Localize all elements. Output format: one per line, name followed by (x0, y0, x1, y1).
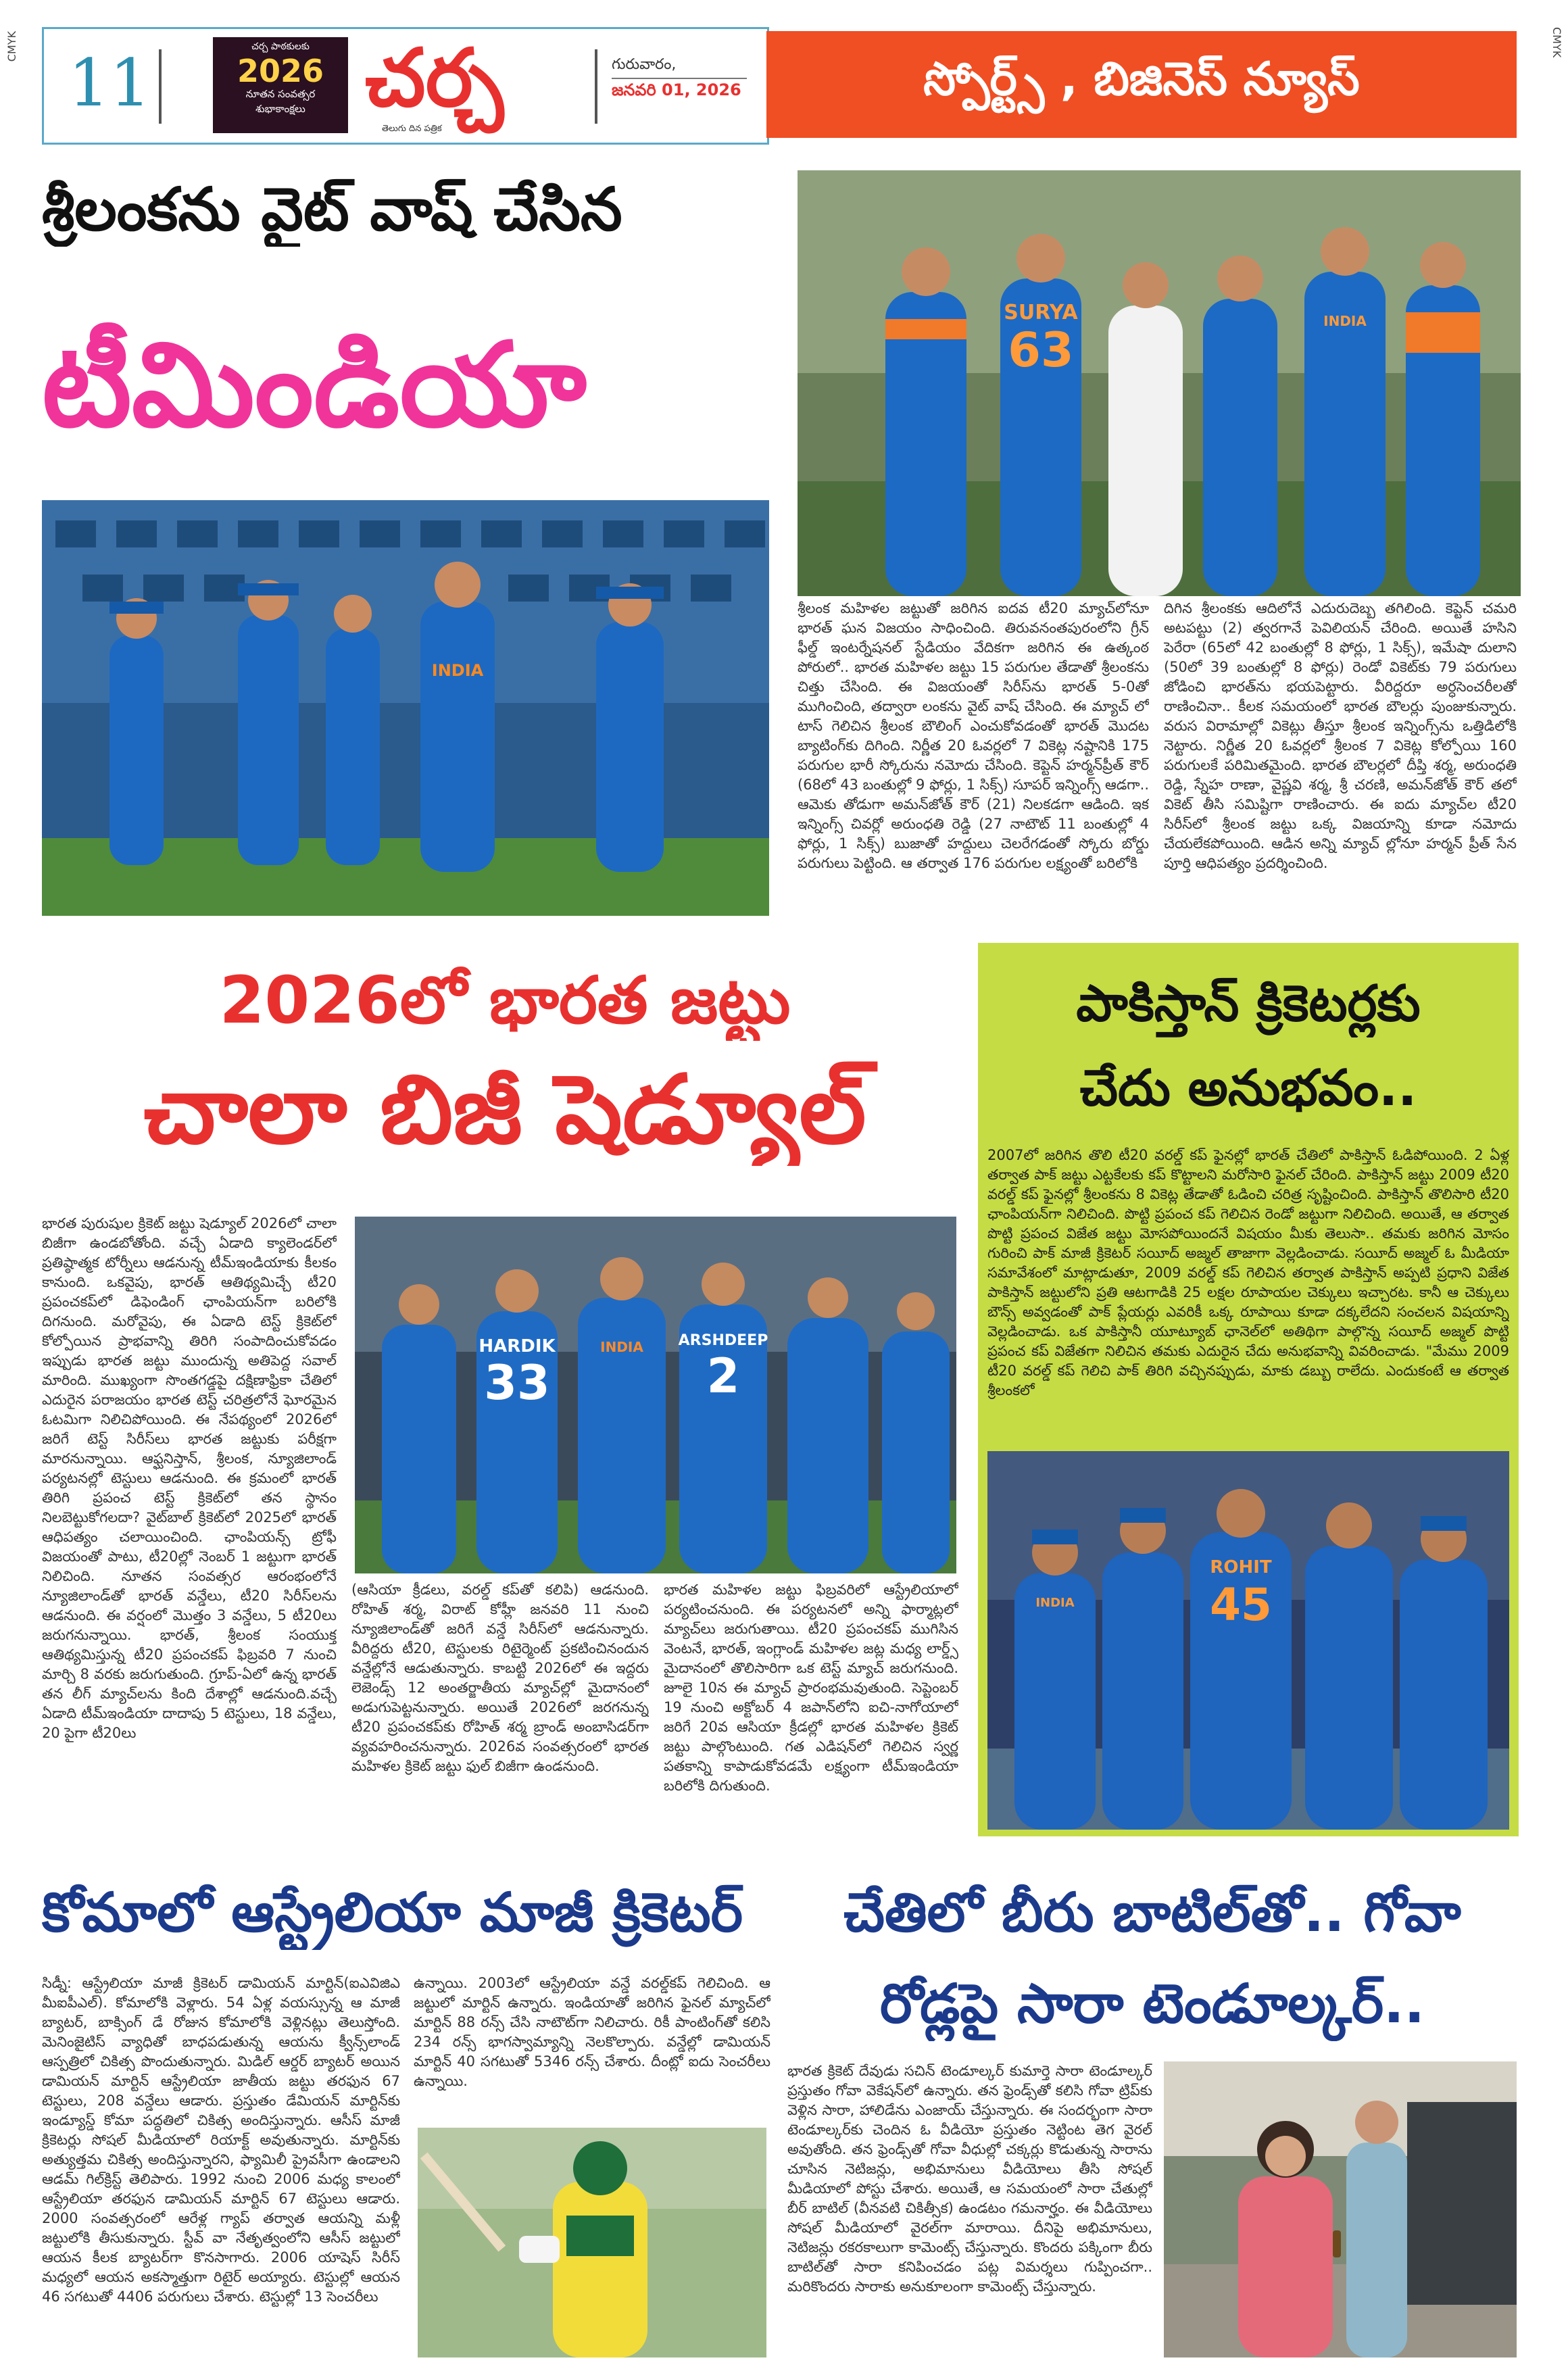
photo3-jersey-team: INDIA (600, 1339, 643, 1355)
logo-line1: చర్చ పాఠకులకు (251, 41, 310, 52)
photo2-jersey-team: INDIA (1323, 313, 1367, 329)
story4-headline: కోమాలో ఆస్ట్రేలియా మాజీ క్రికెటర్ (42, 1881, 743, 1944)
story3-body: 2007లో జరిగిన తొలి టీ20 వరల్డ్ కప్ ఫైనల్లో భారత్ చేతిలో పాకిస్తాన్ ఓడిపోయింది. 2 ఏళ్ల తర్వాత పాక్ జట్టు ఎట్టకేలకు కప్ కొట్టాలని మరోసారి ఫైనల్ చేరింది. పాకిస్తాన్ జట్టు 2009 టీ20 వరల్డ్ కప్ ఫైనల్లో శ్రీలంకను 8 వికెట్ల తేడాతో ఓడించి చరిత్ర సృష్టించింది. పాకిస్తాన్ తొలిసారి టీ20 ఛాంపియన్‌గా నిలిచింది. పొట్టి ప్రపంచ కప్ గెలిచిన రెండో జట్టుగా నిలిచింది. అయితే, ఆ తర్వాత పొట్టి ప్రపంచ విజేత జట్టు మోసపోయిందనే విషయం మీకు తెలుసా.. తమకు జరిగిన మోసం గురించి పాక్ మాజీ క్రికెటర్ సయీద్ అజ్మల్ తాజాగా వెల్లడించాడు. సయీద్ అజ్మల్ ఓ మీడియా సమావేశంలో మాట్లాడుతూ, 2009 వరల్డ్ కప్ గెలిచిన తర్వాత పాకిస్తాన్ అప్పటి ప్రధాని విజేత పాకిస్తాన్ జట్టులోని ప్రతి ఆటగాడికి 25 లక్షల రూపాయల చెక్కులు ఇచ్చారట. కానీ ఆ చెక్కులు బౌన్స్ అవ్వడంతో పాక్ ప్లేయర్లు ఎవరికీ ఒక్క రూపాయి కూడా దక్కలేదని సంచలన విషయాన్ని వెల్లడించాడు. ఒక పాకిస్తానీ యూట్యూబ్ ఛానెల్‌లో అతిథిగా పాల్గొన్న సయీద్ అజ్మల్ పొట్టి ప్రపంచ కప్ విజేతగా నిలిచిన తమకు ఎదురైన చేదు అనుభవాన్ని వివరించాడు. "మేము 2009 టీ20 వరల్డ్ కప్ గెలిచి పాక్ తిరిగి వచ్చినప్పుడు, మాకు డబ్బు రాలేదు. ఎందుకంటే ఆ తర్వాత శ్రీలంకలో (987, 1147, 1509, 1398)
story4-column-1: సిడ్నీ: ఆస్ట్రేలియా మాజీ క్రికెటర్ డామియన్ మార్టిన్(ఐఎవిజిఎ మీఐపీఎల్). కోమాలోకి వెళ్లారు. 54 ఏళ్ల వయస్సున్న ఆ మాజీ బ్యాటర్, బాక్సింగ్ డే రోజున కోమాలోకి వెళ్లినట్లు తెలుస్తోంది. మెనింజైటిస్ వ్యాధితో బాధపడుతున్న ఆయను క్వీన్స్‌లాండ్ ఆస్పత్రిలో చికిత్స పొందుతున్నారు. మిడిల్ ఆర్డర్ బ్యాటర్ అయిన డామియన్ మార్టిన్ ఆస్ట్రేలియా జాతీయ జట్టు తరఫున 67 టెస్టులు, 208 వన్డేలు ఆడారు. ప్రస్తుతం డేమియన్ మార్టిన్‌కు ఇండ్యూస్డ్ కోమా పద్ధతిలో చికిత్స అందిస్తున్నారు. ఆసీస్ మాజీ క్రికెటర్లు సోషల్ మీడియాలో రియాక్ట్ అవుతున్నారు. మార్టిన్‌కు అత్యుత్తమ చికిత్స అందిస్తున్నారని, ఫ్యామిలీ ప్రైవసీగా ఉండాలని ఆడమ్ గిల్‌క్రిస్ట్ తెలిపారు. 1992 నుంచి 2006 మధ్య కాలంలో ఆస్ట్రేలియా తరఫున డామియన్ మార్టిన్ 67 టెస్టులు ఆడారు. 2000 సంవత్సరంలో ఆరేళ్ల గ్యాప్ తర్వాత ఆయన్ని మళ్లీ జట్టులోకి తీసుకున్నారు. స్టీవ్ వా నేతృత్వంలోని ఆసీస్ జట్టులో ఆయన కీలక బ్యాటర్‌గా కొనసాగారు. 2006 యాషెస్ సిరీస్ మధ్యలో ఆయన అకస్మాత్తుగా రిటైర్ అయ్యారు. టెస్టుల్లో ఆయన 46 సగటుతో 4406 పరుగులు చేశారు. టెస్టుల్లో 13 సెంచరీలు (42, 1975, 400, 2305)
photo3-jersey-name2: ARSHDEEP (678, 1332, 768, 1349)
story3-headline-line2: చేదు అనుభవం.. (1079, 1059, 1417, 1117)
story1-photo-women-team-celebrating (42, 500, 769, 916)
date-underline (612, 78, 747, 79)
paper-name: చర్చ (365, 31, 504, 124)
story2-photo-men-team (355, 1217, 956, 1573)
section-title: స్పోర్ట్స్ , బిజినెస్ న్యూస్ (923, 52, 1360, 106)
story2-headline-line2: చాలా బిజీ షెడ్యూల్ (143, 1055, 866, 1165)
masthead (42, 27, 769, 145)
story4-photo-damien-martyn-batting (418, 2128, 766, 2357)
story5-photo-sara-tendulkar-goa (1164, 2061, 1517, 2357)
page-number: 11 (68, 45, 151, 121)
corner-registration-right: CMYK (1550, 27, 1563, 58)
story1-headline: టీమిండియా (42, 318, 587, 453)
date-divider (595, 49, 597, 124)
logo-line3: శుభాకాంక్షలు (255, 103, 305, 115)
photo2-jersey-name: SURYA (1004, 301, 1078, 324)
photo3-jersey-number2: 2 (706, 1348, 740, 1404)
story4-column-2: ఉన్నాయి. 2003లో ఆస్ట్రేలియా వన్డే వరల్డ్‌కప్ గెలిచింది. ఆ జట్టులో మార్టిన్ ఉన్నారు. ఇండియాతో జరిగిన ఫైనల్ మ్యాచ్‌లో మార్టిన్ 88 రన్స్ చేసి నాటౌట్‌గా నిలిచారు. రికీ పాంటింగ్‌తో కలిసి 234 రన్స్ భాగస్వామ్యాన్ని నెలకొల్పారు. వన్డేల్లో డామియన్ మార్టిన్ 40 సగటుతో 5346 రన్స్ చేశారు. దీంట్లో ఐదు సెంచరీలు ఉన్నాయి. (414, 1975, 770, 2089)
photo4-jersey-name: ROHIT (1210, 1557, 1272, 1578)
photo4-jersey-team: INDIA (1035, 1596, 1075, 1610)
photo3-jersey-name1: HARDIK (479, 1336, 556, 1356)
corner-registration-left: CMYK (5, 31, 18, 62)
story5-headline-line2: రోడ్లపై సారా టెండూల్కర్.. (880, 1972, 1425, 2035)
section-banner (766, 31, 1517, 138)
story1-column-2: దిగిన శ్రీలంకకు ఆదిలోనే ఎదురుదెబ్బ తగిలింది. కెప్టెన్ చమరి అటపట్టు (2) త్వరగానే పెవిలియన్ చేరింది. అయితే హసిని పెరేరా (65లో 42 బంతుల్లో 8 ఫోర్లు, 1 సిక్స్), ఇమేషా దులాని (50లో 39 బంతుల్లో 8 ఫోర్లు) రెండో వికెట్‌కు 79 పరుగులు జోడించి భారత్‌ను భయపెట్టారు. వీరిద్దరూ అర్ధసెంచరీలతో రాణించినా.. కీలక సమయంలో భారత బౌలర్లు పుంజుకున్నారు. వరుస విరామాల్లో వికెట్లు తీస్తూ శ్రీలంక ఇన్నింగ్స్‌ను ఒత్తిడిలోకి నెట్టారు. నిర్ణీత 20 ఓవర్లలో శ్రీలంక 7 వికెట్ల కోల్పోయి 160 పరుగులకే పరిమితమైంది. భారత బౌలర్లలో దీప్తి శర్మ, అరుంధతి రెడ్డి, స్నేహ రాణా, వైష్ణవి శర్మ, శ్రీ చరణి, అమన్‌జోత్ కౌర్ తలో వికెట్ తీసి సమిష్టిగా రాణించారు. ఈ ఐదు మ్యాచ్‌ల టీ20 సిరీస్‌లో శ్రీలంక జట్టు ఒక్క విజయాన్ని కూడా నమోదు చేయలేకపోయింది. ఆడిన అన్ని మ్యాచ్ ల్లోనూ హర్మన్ ప్రీత్ సేన పూర్తి ఆధిపత్యం ప్రదర్శించింది. (1164, 600, 1517, 871)
story1-kicker: శ్రీలంకను వైట్ వాష్ చేసిన (42, 174, 622, 244)
story3-photo-team-celebration (987, 1451, 1509, 1830)
logo-line2: నూతన సంవత్సర (245, 88, 316, 100)
story2-headline-line1: 2026లో భారత జట్టు (219, 962, 791, 1038)
story5-body: భారత క్రికెట్ దేవుడు సచిన్ టెండూల్కర్ కుమార్తె సారా టెండూల్కర్ ప్రస్తుతం గోవా వెకేషన్‌లో ఉన్నారు. తన ఫ్రెండ్స్‌తో కలిసి గోవా ట్రిప్‌కు వెళ్లిన సారా, హాలిడేను ఎంజాయ్ చేస్తున్నారు. ఈ సందర్భంగా సారా టెండూల్కర్‌కు చెందిన ఓ వీడియో ప్రస్తుతం నెట్టింట తెగ వైరల్ అవుతోంది. తన ఫ్రెండ్స్‌తో గోవా వీధుల్లో చక్కర్లు కొడుతున్న సారాను చూసిన నెటిజన్లు, అభిమానులు వీడియోలు తీసి సోషల్ మీడియాలో పోస్టు చేశారు. అయితే, ఆ సమయంలో సారా చేతుల్లో బీర్ బాటిల్ (వీనవటి చికిత్సీక) ఉండటం గమనార్హం. ఈ వీడియోలు సోషల్ మీడియాలో వైరల్‌గా మారాయి. దీనిపై అభిమానులు, నెటిజన్లు రకరకాలుగా కామెంట్స్ చేస్తున్నారు. కొందరు పక్కింగా బీరు బాటిల్‌తో సారా కనిపించడం పట్ల విమర్శలు గుప్పించగా.. మరికొందరు సారాకు అనుకూలంగా కామెంట్స్ చేస్తున్నారు. (787, 2063, 1152, 2295)
date-label: జనవరి 01, 2026 (612, 80, 741, 99)
paper-tagline: తెలుగు దిన పత్రిక (382, 124, 442, 134)
story2-column-3: భారత మహిళల జట్టు ఫిబ్రవరిలో ఆస్ట్రేలియాలో పర్యటించనుంది. ఈ పర్యటనలో అన్ని ఫార్మాట్లలో మ్యాచ్‌లు జరుగుతాయి. టీ20 ప్రపంచకప్ ముగిసిన వెంటనే, భారత్, ఇంగ్లాండ్ మహిళల జట్ల మధ్య లార్డ్స్ మైదానంలో తొలిసారిగా ఒక టెస్ట్ మ్యాచ్ జరుగనుంది. జూలై 10న ఈ మ్యాచ్ ప్రారంభమవుతుంది. సెప్టెంబర్ 19 నుంచి అక్టోబర్ 4 జపాన్‌లోని ఐచి-నాగోయాలో జరిగే 20వ ఆసియా క్రీడల్లో భారత మహిళల క్రికెట్ జట్టు పాల్గొంటుంది. గత ఎడిషన్‌లో గెలిచిన స్వర్ణ పతకాన్ని కాపాడుకోవడమే లక్ష్యంగా టీమ్‌ఇండియా బరిలోకి దిగుతుంది. (664, 1582, 958, 1794)
photo4-jersey-number: 45 (1210, 1579, 1272, 1631)
page-number-divider (159, 49, 162, 124)
story1-column-1: శ్రీలంక మహిళల జట్టుతో జరిగిన ఐదవ టీ20 మ్యాచ్‌లోనూ భారత్ ఘన విజయం సాధించింది. తిరువనంతపురంలోని గ్రీన్ ఫీల్డ్ ఇంటర్నేషనల్ స్టేడియం వేదికగా జరిగిన ఈ ఉత్కంఠ పోరులో.. భారత మహిళల జట్టు 15 పరుగుల తేడాతో శ్రీలంకను చిత్తు చేసింది. ఈ విజయంతో సిరీస్‌ను భారత్ 5-0తో ముగించింది, తద్వారా లంకను వైట్ వాష్ చేసింది. ఈ మ్యాచ్ లో టాస్ గెలిచిన శ్రీలంక బౌలింగ్ ఎంచుకోవడంతో భారత్ మొదట బ్యాటింగ్‌కు దిగింది. నిర్ణీత 20 ఓవర్లలో 7 వికెట్ల నష్టానికి 175 పరుగుల భారీ స్కోరును నమోదు చేసింది. కెప్టెన్ హర్మన్‌ప్రీత్ కౌర్ (68లో 43 బంతుల్లో 9 ఫోర్లు, 1 సిక్స్) సూపర్ ఇన్నింగ్స్ ఆడగా.. ఆమెకు తోడుగా అమన్‌జోత్ కౌర్ (21) నిలకడగా ఆడింది. ఇక ఇన్నింగ్స్ చివర్లో అరుంధతి రెడ్డి (27 నాటౌట్ 11 బంతుల్లో 4 ఫోర్లు, 1 సిక్స్) బుజాతో హద్దులు చెలరేగడంతో స్కోరు బోర్డు పరుగులు పెట్టింది. ఆ తర్వాత 176 పరుగుల లక్ష్యంతో బరిలోకి (798, 600, 1149, 871)
photo3-jersey-number1: 33 (484, 1355, 550, 1411)
story3-headline-line1: పాకిస్తాన్ క్రికెటర్లకు (1076, 975, 1421, 1033)
photo2-jersey-number: 63 (1008, 322, 1074, 378)
story5-headline-line1: చేతిలో బీరు బాటిల్‌తో.. గోవా (843, 1881, 1461, 1944)
logo-year: 2026 (237, 53, 324, 89)
story2-column-1: భారత పురుషుల క్రికెట్ జట్టు షెడ్యూల్ 2026లో చాలా బిజీగా ఉండబోతోంది. వచ్చే ఏడాది క్యాలెండర్‌లో ప్రతిష్ఠాత్మక టోర్నీలు ఆడనున్న టీమ్‌ఇండియాకు కీలకం కానుంది. ఒకవైపు, భారత్ ఆతిథ్యమిచ్చే టీ20 ప్రపంచకప్‌లో డిఫెండింగ్ ఛాంపియన్‌గా బరిలోకి దిగనుంది. మరోవైపు, ఈ ఏడాది టెస్ట్ క్రికెట్‌లో కోల్పోయిన ప్రాభవాన్ని తిరిగి సంపాదించుకోవడం ఇప్పుడు భారత జట్టు ముందున్న అతిపెద్ద సవాల్ మారింది. ముఖ్యంగా సొంతగడ్డపై దక్షిణాఫ్రికా చేతిలో ఎదురైన పరాజయం భారత టెస్ట్ చరిత్రలోనే ఘోరమైన ఓటమిగా నిలిచిపోయింది. ఈ నేపథ్యంలో 2026లో జరిగే టెస్ట్ సిరీస్‌లు భారత జట్టుకు పరీక్షగా మారనున్నాయి. ఆఫ్ఘనిస్తాన్, శ్రీలంక, న్యూజిలాండ్ పర్యటనల్లో టెస్టులు ఆడనుంది. ఈ క్రమంలో భారత్ తిరిగి ప్రపంచ టెస్ట్ క్రికెట్‌లో తన స్థానం నిలబెట్టుకోగలదా? వైట్‌బాల్ క్రికెట్‌లో 2025లో భారత్ ఆధిపత్యం చలాయించింది. ఛాంపియన్స్ ట్రోఫీ విజయంతో పాటు, టీ20ల్లో నెంబర్ 1 జట్టుగా భారత్ నిలిచింది. నూతన సంవత్సర ఆరంభంలోనే న్యూజిలాండ్‌తో భారత్ వన్డేలు, టీ20 సిరీస్‌లను ఆడనుంది. ఈ వర్షంలో మొత్తం 3 వన్డేలు, 5 టీ20లు జరుగనున్నాయి. భారత్, శ్రీలంక సంయుక్త ఆతిథ్యమిస్తున్న టీ20 ప్రపంచకప్ ఫిబ్రవరి 7 నుంచి మార్చి 8 వరకు జరుగుతుంది. గ్రూప్-ఏలో ఉన్న భారత్ తన లీగ్ మ్యాచ్‌లను కింది దేశాల్లో ఆడనుంది.వచ్చే ఏడాది టీమ్‌ఇండియా దాదాపు 5 టెస్టులు, 18 వన్డేలు, 20 పైగా టీ20లు (42, 1215, 337, 1741)
story1-photo-indian-team-huddle (798, 170, 1521, 596)
story3-box (978, 943, 1519, 1836)
photo1-jersey-team-text: INDIA (431, 661, 484, 680)
story2-column-2: (ఆసియా క్రీడలు, వరల్డ్ కప్‌తో కలిపి) ఆడనుంది. రోహిత్ శర్మ, విరాట్ కోహ్లీ జనవరి 11 నుంచి న్యూజిలాండ్‌తో జరిగే వన్డే సిరీస్‌లో ఆడనున్నారు. వీరిద్దరు టీ20, టెస్టులకు రిటైర్మెంట్ ప్రకటించినందున వన్డేల్లోనే ఆడుతున్నారు. కాబట్టి 2026లో ఈ ఇద్దరు లెజెండ్స్ 12 అంతర్జాతీయ మ్యాచ్‌ల్లో మైదానంలో అడుగుపెట్టనున్నారు. అయితే 2026లో జరగనున్న టీ20 ప్రపంచకప్‌కు రోహిత్ శర్మ బ్రాండ్ అంబాసిడర్‌గా వ్యవహరించనున్నారు. 2026వ సంవత్సరంలో భారత మహిళల క్రికెట్ జట్టు ఫుల్ బిజీగా ఉండనుంది. (351, 1582, 649, 1774)
day-label: గురువారం, (612, 56, 677, 73)
new-year-logo (213, 37, 348, 133)
